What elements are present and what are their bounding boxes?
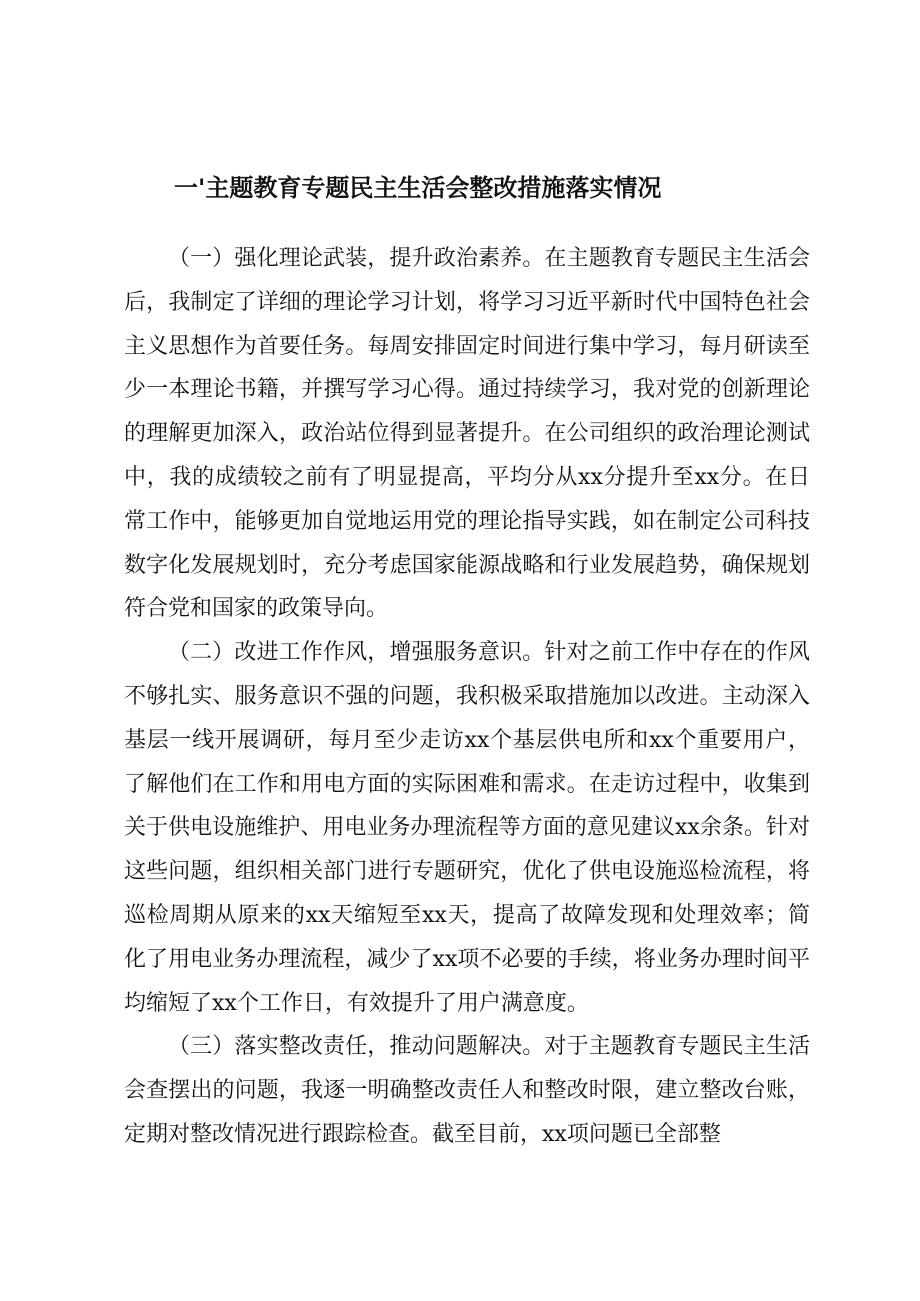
paragraph-1: （一）强化理论武装，提升政治素养。在主题教育专题民主生活会后，我制定了详细的理论学习计划，将学习习近平新时代中国特色社会主义思想作为首要任务。每周安排固定时间进行集中学习，每月研读至少一本理论书籍，并撰写学习心得。通过持续学习，我对党的创新理论的理解更加深入，政治站位得到显著提升。在公司组织的政治理论测试中，我的成绩较之前有了明显提高，平均分从xx分提升至xx分。在日常工作中，能够更加自觉地运用党的理论指导实践，如在制定公司科技数字化发展规划时，充分考虑国家能源战略和行业发展趋势，确保规划符合党和国家的政策导向。 bbox=[124, 246, 810, 622]
document-title: 一'主题教育专题民主生活会整改措施落实情况 bbox=[174, 174, 662, 202]
document-body bbox=[124, 237, 810, 1157]
paragraph-3: （三）落实整改责任，推动问题解决。对于主题教育专题民主生活会查摆出的问题，我逐一明确整改责任人和整改时限，建立整改台账，定期对整改情况进行跟踪检查。截至目前，xx项问题已全部整 bbox=[124, 1034, 810, 1147]
paragraph-2: （二）改进工作作风，增强服务意识。针对之前工作中存在的作风不够扎实、服务意识不强的问题，我积极采取措施加以改进。主动深入基层一线开展调研，每月至少走访xx个基层供电所和xx个重要用户，了解他们在工作和用电方面的实际困难和需求。在走访过程中，收集到关于供电设施维护、用电业务办理流程等方面的意见建议xx余条。针对这些问题，组织相关部门进行专题研究，优化了供电设施巡检流程，将巡检周期从原来的xx天缩短至xx天，提高了故障发现和处理效率；简化了用电业务办理流程，减少了xx项不必要的手续，将业务办理时间平均缩短了xx个工作日，有效提升了用户满意度。 bbox=[124, 640, 810, 1016]
